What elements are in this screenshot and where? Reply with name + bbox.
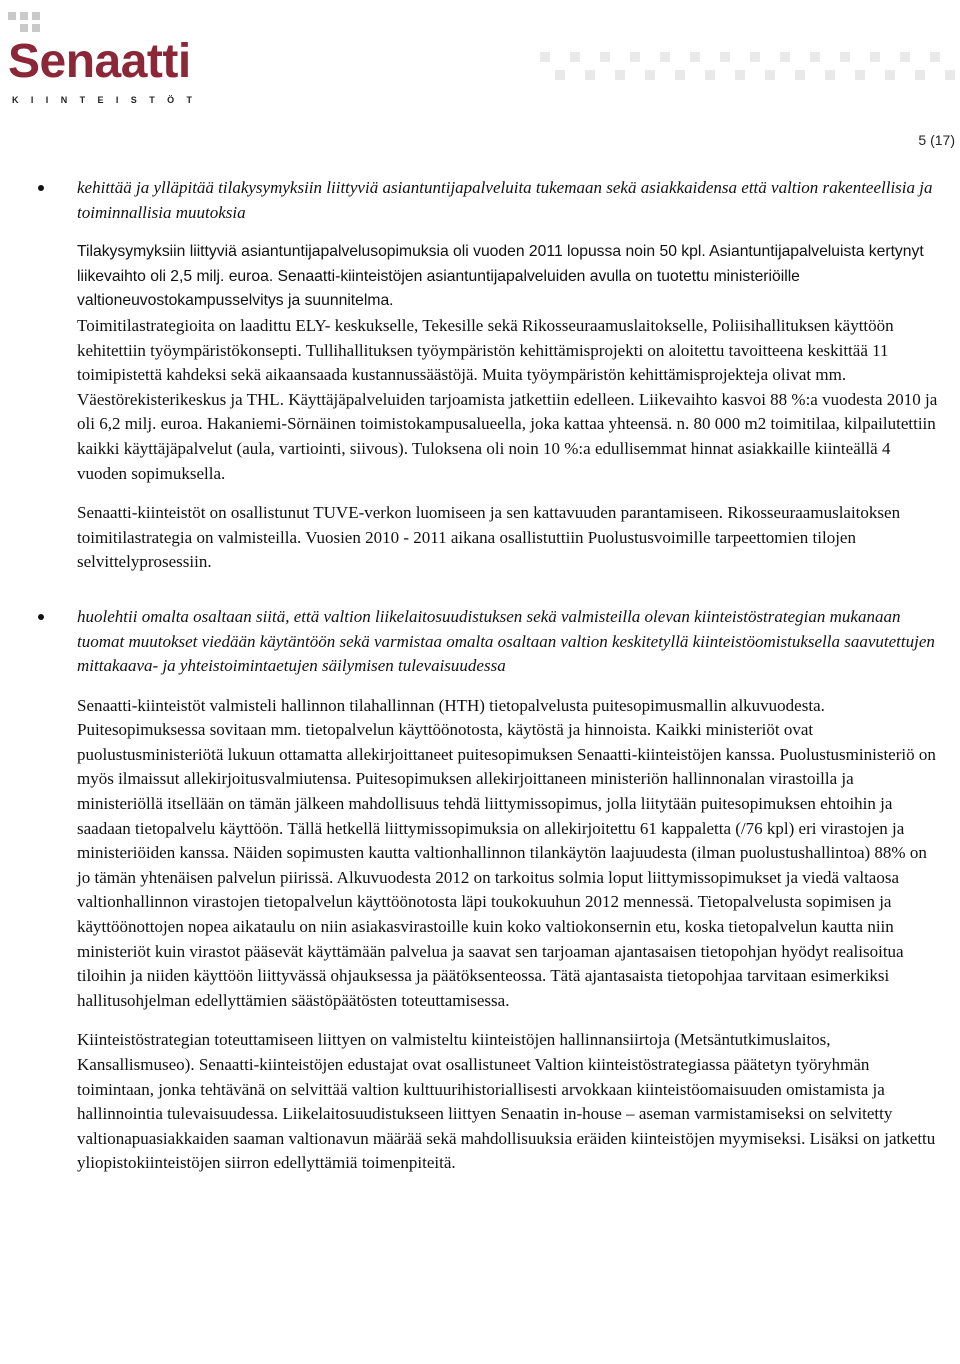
logo-squares-icon <box>6 8 86 38</box>
document-body <box>77 176 939 1176</box>
paragraph: Senaatti-kiinteistöt valmisteli hallinnon tilahallinnan (HTH) tietopalvelusta puitesopimusmallin alkuvuodesta. Puitesopimuksessa sovitaan mm. tietopalvelun käyttöönotosta, käytöstä ja hinnoista. Kaikki ministeriöt ovat puolustusministeriötä lukuun ottamatta allekirjoittaneet puitesopimuksen Senaatti-kiinteistöjen kanssa. Puolustusministeriö on myös ilmaissut allekirjoitusvalmiutensa. Puitesopimuksen allekirjoittaneen ministeriön hallinnonalan virastoilla ja ministeriöllä itsellään on tämän jälkeen mahdollisuus tehdä liittymissopimus, jolla liitytään puitesopimuksen ehtoihin ja saadaan tietopalvelu käyttöön. Tällä hetkellä liittymissopimuksia on allekirjoitettu 61 kappaletta (/76 kpl) eri virastojen ja ministeriöiden kanssa. Näiden sopimusten kautta valtionhallinnon tilankäytön laajuudesta (ilman puolustushallintoa) 88% on jo tämän yhtenäisen palvelun piirissä. Alkuvuodesta 2012 on tarkoitus solmia loput liittymissopimukset ja viedä valtaosa valtionhallinnon virastojen tietopalvelun käyttöönotosta läpi toukokuuhun 2012 mennessä. Tietopalvelusta sopimisen ja käyttöönottojen nopea aikataulu on niin asiakasvirastoille kuin koko valtiokonsernin etu, koska tietopalvelun kautta niin ministeriöt kuin virastot pääsevät käyttämään palvelua ja saavat sen tarjoaman ajantasaisen tietopohjan hyödyt realisoitua tiloihin ja niiden käyttöön liittyvässä ohjauksessa ja päätöksenteossa. Tätä ajantasaista tietopohjaa tarvitaan esimerkiksi hallitusohjelman edellyttämien säästöpäätösten toteuttamisessa. <box>77 695 936 1010</box>
paragraph: Tilakysymyksiin liittyviä asiantuntijapalvelusopimuksia oli vuoden 2011 lopussa noin 50 kpl. Asiantuntijapalveluista kertynyt liikevaihto oli 2,5 milj. euroa. Senaatti-kiinteistöjen asiantuntijapalveluiden avulla on tuotettu ministeriöille valtioneuvostokampusselvitys ja suunnitelma. <box>77 243 924 310</box>
page-header <box>0 0 960 150</box>
header-square-pattern-icon <box>540 48 960 98</box>
paragraph: Kiinteistöstrategian toteuttamiseen liittyen on valmisteltu kiinteistöjen hallinnansiirtoja (Metsäntutkimuslaitos, Kansallismuseo). Senaatti-kiinteistöjen edustajat ovat osallistuneet Valtion kiinteistöstrategiassa päätetyn työryhmän toimintaan, jonka tehtävänä on selvittää valtion kulttuurihistoriallisesti arvokkaan kiinteistöomaisuuden omistamista ja hallinnointia tulevaisuudessa. Liikelaitosuudistukseen liittyen Senaatin in-house – aseman varmistamiseksi on selvitetty valtionapuasiakkaiden saaman valtionavun määrää sekä mahdollisuuksia eräiden kiinteistöjen myymiseksi. Lisäksi on jatkettu yliopistokiinteistöjen siirron edellyttämiä toimenpiteitä. <box>77 1030 936 1173</box>
senaatti-logo <box>6 8 205 108</box>
bullet-item <box>77 176 939 225</box>
logo-wordmark: Senaatti <box>8 35 191 88</box>
bullet-text: kehittää ja ylläpitää tilakysymyksiin liittyviä asiantuntijapalveluita tukemaan sekä asiakkaidensa että valtion rakenteellisia ja toiminnallisia muutoksia <box>77 178 933 222</box>
logo-subtitle: KIINTEISTÖT <box>12 95 205 105</box>
bullet-text: huolehtii omalta osaltaan siitä, että valtion liikelaitosuudistuksen sekä valmisteilla olevan kiinteistöstrategian mukanaan tuomat muutokset viedään käytäntöön sekä varmistaa omalta osaltaan valtion keskitetyllä kiinteistöomistuksella saavutettujen mittakaava- ja yhteistoimintaetujen säilymisen tulevaisuudessa <box>77 606 935 676</box>
page-number: 5 (17) <box>918 132 955 148</box>
paragraph: Senaatti-kiinteistöt on osallistunut TUVE-verkon luomiseen ja sen kattavuuden parantamiseen. Rikosseuraamuslaitoksen toimitilastrategia on valmisteilla. Vuosien 2010 - 2011 aikana osallistuttiin Puolustusvoimille tarpeettomien tilojen selvittelyprosessiin. <box>77 503 901 572</box>
paragraph: Toimitilastrategioita on laadittu ELY- keskukselle, Tekesille sekä Rikosseuraamuslaitokselle, Poliisihallituksen käyttöön kehitettiin työympäristökonsepti. Tullihallituksen työympäristön kehittämisprojekti on aloitettu tavoitteena keskittää 11 toimipistettä kahdeksi sekä aikaansaada kustannussäästöjä. Muita työympäristön kehittämisprojekteja olivat mm. Väestörekisterikeskus ja THL. Käyttäjäpalveluiden tarjoamista jatkettiin edelleen. Liikevaihto kasvoi 88 %:a vuodesta 2010 ja oli 6,2 milj. euroa. Hakaniemi-Sörnäinen toimistokampusalueella, joka kattaa yhteensä. n. 80 000 m2 toimitilaa, kilpailutettiin kaikki käyttäjäpalvelut (aula, vartiointi, siivous). Tuloksena oli noin 10 %:a edullisemmat hinnat asiakkaille kiinteällä 4 vuoden sopimuksella. <box>77 315 938 483</box>
bullet-icon <box>38 185 44 191</box>
bullet-item <box>77 605 939 679</box>
bullet-icon <box>38 614 44 620</box>
